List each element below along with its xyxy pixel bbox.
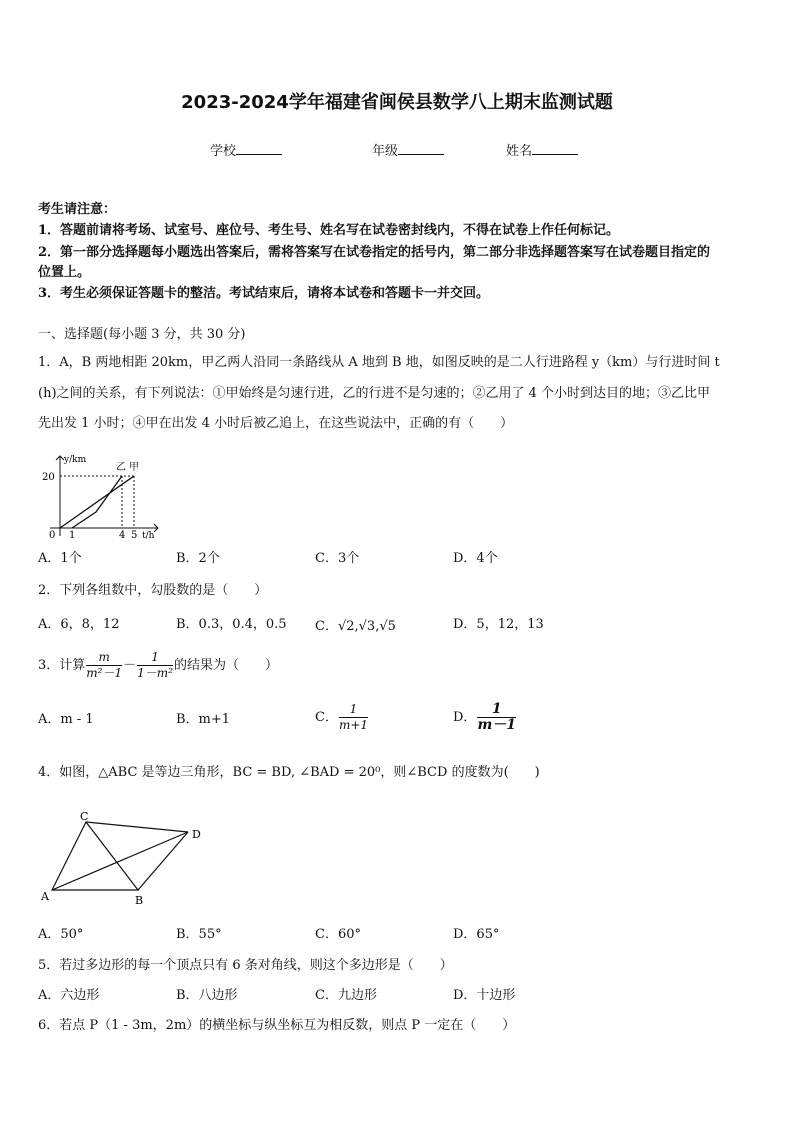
- q4-option-c[interactable]: C．60°: [315, 927, 361, 942]
- notice-item: 1．答题前请将考场、试室号、座位号、考生号、姓名写在试卷密封线内，不得在试卷上作任何标记。: [38, 223, 620, 238]
- q3-option-d-fraction: [477, 702, 516, 733]
- notice-item: 2．第一部分选择题每小题选出答案后，需将答案写在试卷指定的括号内，第二部分非选择题答案写在试卷题目指定的: [38, 245, 711, 260]
- yi-label: 乙: [116, 462, 126, 473]
- q3-fraction-2: [137, 650, 173, 681]
- q4-option-b[interactable]: B．55°: [176, 927, 222, 942]
- notice-heading: 考生请注意：: [38, 202, 117, 217]
- q3-option-c-fraction: [339, 702, 368, 733]
- segment-cd: [86, 822, 188, 832]
- q3-f1-num: m: [86, 650, 122, 666]
- q1-stem-line: (h)之间的关系，有下列说法：①甲始终是匀速行进，乙的行进不是匀速的；②乙用了 4 个小时到达目的地；③乙比甲: [38, 386, 711, 401]
- notice-item: 3．考生必须保证答题卡的整洁。考试结束后，请将本试卷和答题卡一并交回。: [38, 286, 490, 301]
- notice-item: 位置上。: [38, 265, 91, 280]
- page-title: 2023-2024学年福建省闽侯县数学八上期末监测试题: [181, 92, 613, 113]
- q3-option-a[interactable]: A．m - 1: [38, 712, 94, 727]
- q3-minus: －: [123, 658, 137, 673]
- y-axis-label: y/km: [64, 455, 87, 465]
- q1-option-c[interactable]: C．3个: [315, 551, 360, 566]
- q1-option-d[interactable]: D．4个: [453, 551, 498, 566]
- q3-f1-den: m²－1: [86, 666, 123, 680]
- name-blank[interactable]: [532, 141, 578, 155]
- q1-stem-line: 先出发 1 小时；④甲在出发 4 小时后被乙追上，在这些说法中，正确的有（ ）: [38, 416, 514, 431]
- x5-label: 5: [131, 530, 138, 541]
- q2-option-d[interactable]: D．5，12，13: [453, 617, 544, 632]
- jia-label: 甲: [129, 462, 139, 473]
- school-label: 学校: [210, 144, 237, 159]
- point-d-label: D: [192, 828, 201, 841]
- q5-stem: 5．若过多边形的每一个顶点只有 6 条对角线，则这个多边形是（ ）: [38, 958, 453, 973]
- q3-f2-num: 1: [137, 650, 173, 666]
- q3-option-c[interactable]: [315, 702, 369, 733]
- q3-option-d-num: 1: [477, 702, 516, 718]
- q4-stem: 4．如图，△ABC 是等边三角形，BC = BD, ∠BAD = 20⁰，则∠BCD 的度数为( ): [38, 765, 540, 780]
- x4-label: 4: [119, 530, 126, 541]
- x-axis-label: t/h: [142, 531, 155, 541]
- q3-option-c-num: 1: [339, 702, 368, 718]
- q4-option-d[interactable]: D．65°: [453, 927, 500, 942]
- school-blank[interactable]: [236, 141, 282, 155]
- school-field[interactable]: [210, 140, 282, 159]
- grade-label: 年级: [372, 144, 399, 159]
- q5-option-d[interactable]: D．十边形: [453, 988, 516, 1003]
- q2-option-a[interactable]: A．6，8，12: [38, 617, 120, 632]
- q3-option-d-den: m－1: [477, 717, 516, 733]
- q3-f2-den: 1－m²: [137, 666, 173, 680]
- origin-label: 0: [49, 530, 56, 541]
- q1-stem-line: 1．A，B 两地相距 20km，甲乙两人沿同一条路线从 A 地到 B 地，如图反映的是二人行进路程 y（km）与行进时间 t: [38, 355, 720, 370]
- point-b-label: B: [135, 894, 144, 907]
- q1-option-a[interactable]: A．1个: [38, 551, 82, 566]
- q2-stem: 2．下列各组数中，勾股数的是（ ）: [38, 583, 268, 598]
- grade-blank[interactable]: [398, 141, 444, 155]
- q1-option-b[interactable]: B．2个: [176, 551, 220, 566]
- segment-bd: [138, 832, 188, 890]
- q3-prefix: 3．计算: [38, 658, 86, 673]
- q6-stem: 6．若点 P（1 - 3m，2m）的横坐标与纵坐标互为相反数，则点 P 一定在（ ）: [38, 1018, 516, 1033]
- jia-line: [60, 476, 134, 528]
- q3-stem: [38, 650, 278, 681]
- x1-label: 1: [69, 530, 76, 541]
- q3-option-c-den: m+1: [338, 718, 369, 732]
- q1-distance-time-graph: [38, 450, 168, 542]
- section-heading: 一、选择题(每小题 3 分，共 30 分): [38, 327, 246, 342]
- q3-option-d[interactable]: [453, 702, 517, 733]
- q4-option-a[interactable]: A．50°: [38, 927, 84, 942]
- q2-option-b[interactable]: B．0.3，0.4，0.5: [176, 617, 287, 632]
- y20-label: 20: [42, 472, 55, 483]
- q5-option-c[interactable]: C．九边形: [315, 988, 377, 1003]
- q3-option-c-label: C．: [315, 710, 338, 725]
- q2-option-c[interactable]: C．√2,√3,√5: [315, 619, 396, 634]
- q3-option-d-label: D．: [453, 710, 477, 725]
- q4-geometry-figure: [38, 808, 218, 908]
- q3-suffix: 的结果为（ ）: [173, 658, 278, 673]
- name-field[interactable]: [506, 140, 578, 159]
- segment-ad: [52, 832, 188, 890]
- q3-fraction-1: [86, 650, 122, 681]
- q3-option-b[interactable]: B．m+1: [176, 712, 231, 727]
- name-label: 姓名: [506, 144, 533, 159]
- grade-field[interactable]: [372, 140, 444, 159]
- point-a-label: A: [41, 890, 49, 903]
- q5-option-a[interactable]: A．六边形: [38, 988, 100, 1003]
- point-c-label: C: [80, 810, 89, 823]
- q5-option-b[interactable]: B．八边形: [176, 988, 238, 1003]
- triangle-abc: [52, 822, 138, 890]
